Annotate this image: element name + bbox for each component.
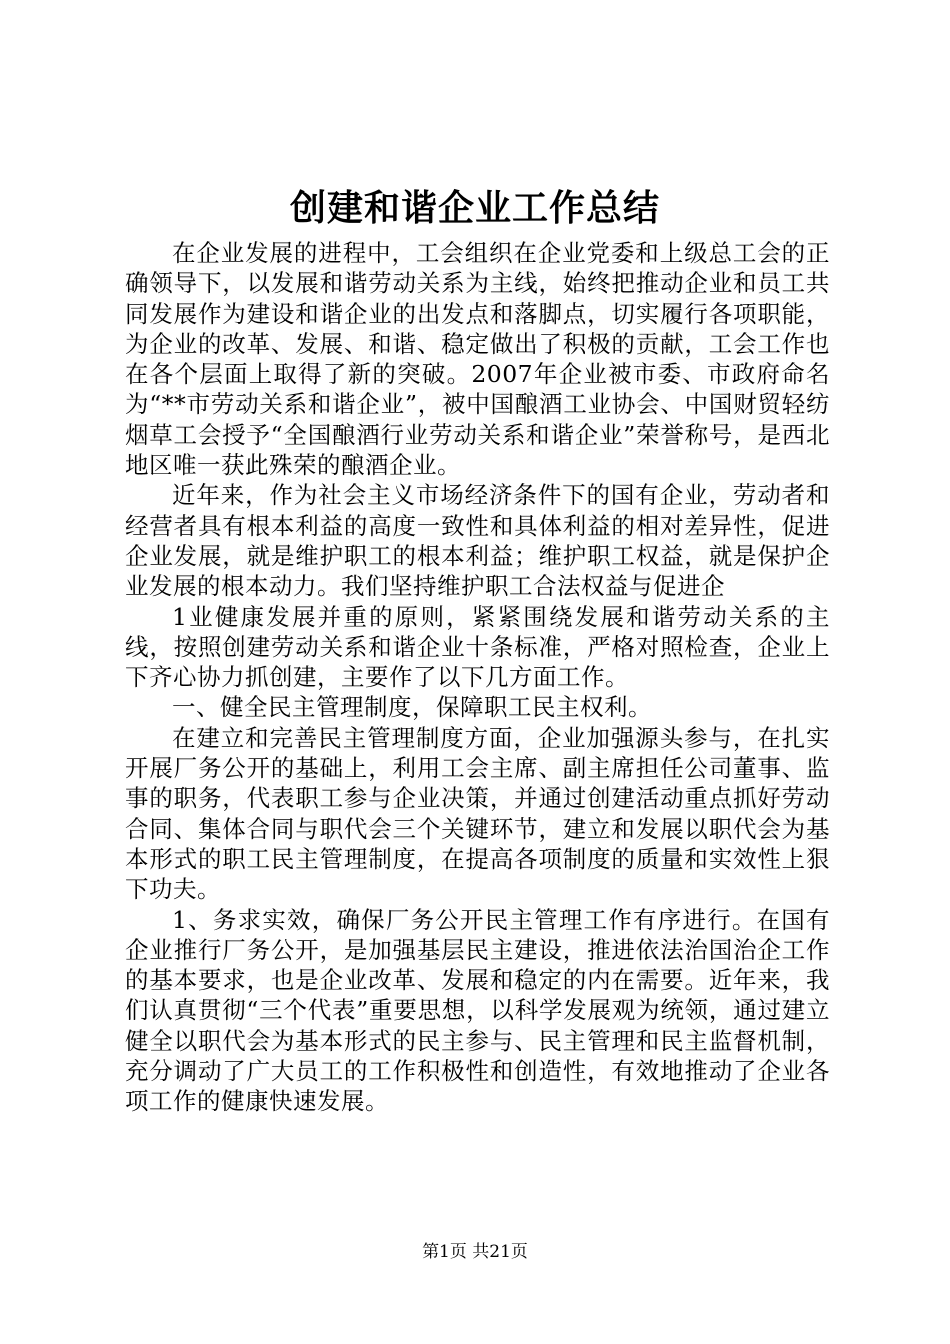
paragraph: 1业健康发展并重的原则，紧紧围绕发展和谐劳动关系的主线，按照创建劳动关系和谐企业十条标准，严格对照检查，企业上下齐心协力抓创建，主要作了以下几方面工作。 xyxy=(125,602,830,692)
document-body xyxy=(125,238,830,1117)
paragraph: 1、务求实效，确保厂务公开民主管理工作有序进行。在国有企业推行厂务公开，是加强基层民主建设，推进依法治国治企工作的基本要求，也是企业改革、发展和稳定的内在需要。近年来，我们认真贯彻“三个代表”重要思想，以科学发展观为统领，通过建立健全以职代会为基本形式的民主参与、民主管理和民主监督机制，充分调动了广大员工的工作积极性和创造性，有效地推动了企业各项工作的健康快速发展。 xyxy=(125,905,830,1116)
section-heading: 一、健全民主管理制度，保障职工民主权利。 xyxy=(172,693,652,722)
document-title: 创建和谐企业工作总结 xyxy=(289,187,660,229)
paragraph: 在企业发展的进程中，工会组织在企业党委和上级总工会的正确领导下，以发展和谐劳动关系为主线，始终把推动企业和员工共同发展作为建设和谐企业的出发点和落脚点，切实履行各项职能，为企业的改革、发展、和谐、稳定做出了积极的贡献，工会工作也在各个层面上取得了新的突破。2007年企业被市委、市政府命名为“**市劳动关系和谐企业”，被中国酿酒工业协会、中国财贸轻纺烟草工会授予“全国酿酒行业劳动关系和谐企业”荣誉称号，是西北地区唯一获此殊荣的酿酒企业。 xyxy=(125,239,830,480)
paragraph: 近年来，作为社会主义市场经济条件下的国有企业，劳动者和经营者具有根本利益的高度一致性和具体利益的相对差异性，促进企业发展，就是维护职工的根本利益；维护职工权益，就是保护企业发展的根本动力。我们坚持维护职工合法权益与促进企 xyxy=(125,481,830,601)
page-number-footer: 第1页 共21页 xyxy=(422,1242,528,1262)
paragraph: 在建立和完善民主管理制度方面，企业加强源头参与，在扎实开展厂务公开的基础上，利用工会主席、副主席担任公司董事、监事的职务，代表职工参与企业决策，并通过创建活动重点抓好劳动合同、集体合同与职代会三个关键环节，建立和发展以职代会为基本形式的职工民主管理制度，在提高各项制度的质量和实效性上狠下功夫。 xyxy=(125,723,830,904)
